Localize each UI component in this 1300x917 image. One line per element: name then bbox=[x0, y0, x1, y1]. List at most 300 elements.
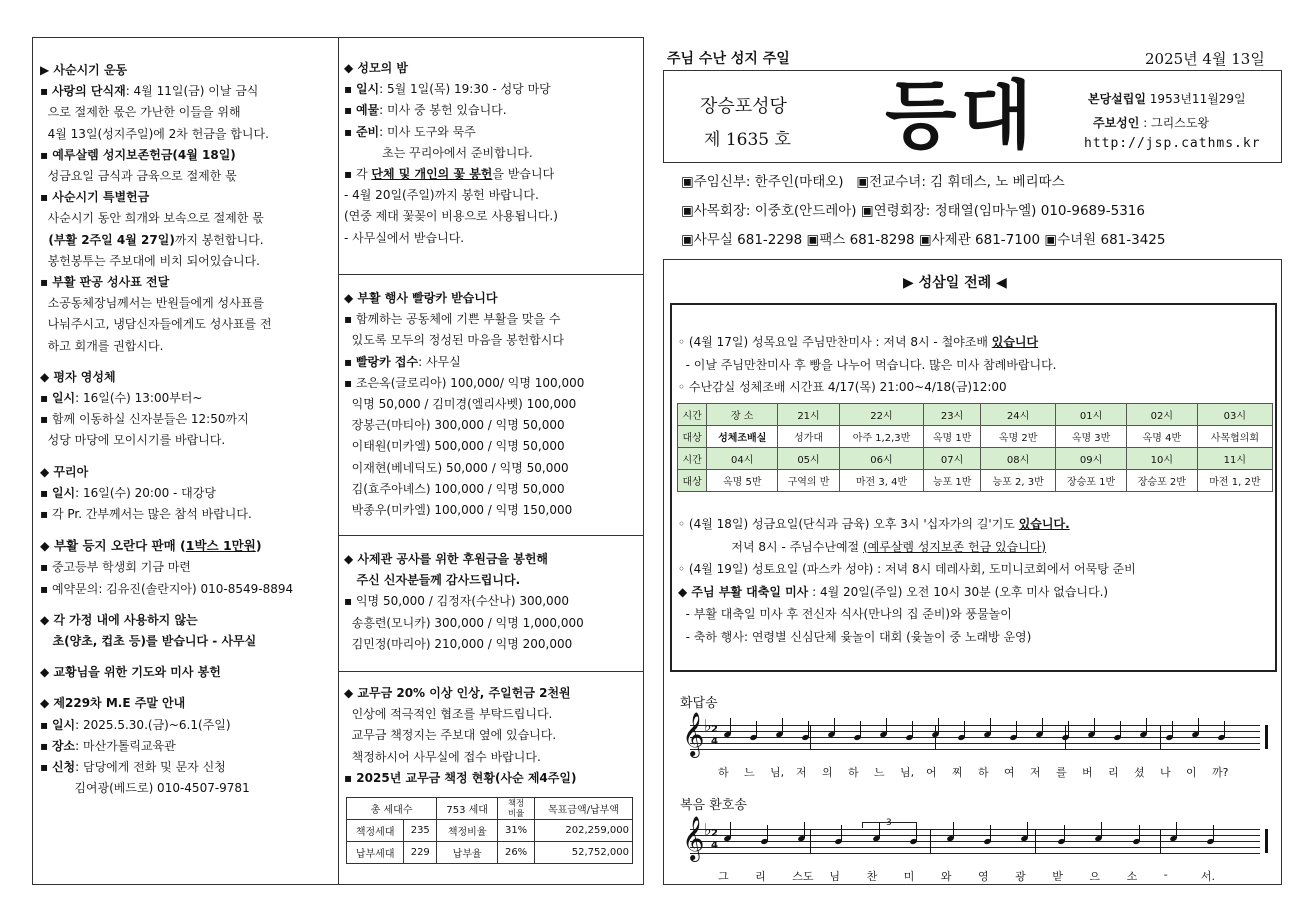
text-line bbox=[40, 388, 334, 409]
lyric-syllable: 그 bbox=[718, 870, 729, 883]
newsletter-title: 등대 bbox=[885, 73, 1036, 159]
text-run: ▪ bbox=[344, 354, 356, 369]
schedule-cell: 02시 bbox=[1126, 404, 1197, 426]
note-stem bbox=[1198, 718, 1199, 734]
text-line: 초(양초, 컵초 등)를 받습니다 - 사무실 bbox=[40, 634, 257, 649]
text-line: 봉헌봉투는 주보대에 비치 되어있습니다. bbox=[40, 253, 260, 268]
divider bbox=[338, 671, 644, 672]
pledge-cell: 총 세대수 bbox=[347, 798, 437, 820]
schedule-cell: 장승포 2반 bbox=[1126, 470, 1197, 492]
lyric-syllable: 어 bbox=[926, 766, 937, 779]
text-run: : 2025.5.30.(금)~6.1(주일) bbox=[75, 717, 231, 732]
text-line: ▪ 각 Pr. 간부께서는 많은 참석 바랍니다. bbox=[40, 507, 252, 522]
note-stem bbox=[1146, 718, 1147, 734]
note-stem bbox=[1172, 721, 1173, 737]
text-run: ▪ 사순시기 특별헌금 bbox=[40, 190, 150, 205]
text-run: 을 받습니다 bbox=[492, 167, 555, 182]
pledge-cell: 납부율 bbox=[437, 842, 498, 864]
schedule-cell: 06시 bbox=[839, 448, 923, 470]
text-line: 초는 꾸리아에서 준비합니다. bbox=[344, 145, 533, 160]
text-run: 장소 bbox=[51, 738, 76, 753]
note-stem bbox=[1064, 825, 1065, 841]
parish-name: 장승포성당 bbox=[700, 96, 787, 117]
left-column-text bbox=[40, 60, 334, 800]
schedule-cell: 21시 bbox=[778, 404, 840, 426]
text-line bbox=[40, 600, 334, 610]
text-run: 1박스 1만원 bbox=[185, 538, 256, 554]
text-line bbox=[40, 757, 334, 778]
issue-date: 2025년 4월 13일 bbox=[1145, 50, 1265, 68]
time-sig-top: 2 bbox=[711, 828, 718, 839]
schedule-cell: 옥명 5반 bbox=[707, 470, 778, 492]
note-stem bbox=[990, 718, 991, 734]
text-line: - 축하 행사: 연령별 신심단체 윷놀이 대회 (윷놀이 중 노래방 운영) bbox=[678, 629, 1032, 644]
note-stem bbox=[804, 822, 805, 838]
bar-line bbox=[810, 829, 811, 853]
text-run: ◆ 주님 부활 대축일 미사 bbox=[678, 584, 809, 599]
pledge-cell: 235 bbox=[404, 820, 437, 842]
text-line: ▶ 사순시기 운동 bbox=[40, 63, 128, 77]
text-line: ▪ 함께하는 공동체에 기쁜 부활을 맞을 수 bbox=[344, 312, 561, 327]
staff-lines bbox=[680, 722, 1270, 752]
text-line: ◦ (4월 19일) 성토요일 (파스카 성야) : 저녁 8시 데레사회, 도미니코회에서 어묵탕 준비 bbox=[678, 562, 1136, 576]
note-stem bbox=[782, 718, 783, 734]
lyric-syllable: 님 bbox=[829, 870, 841, 883]
note-stem bbox=[938, 718, 939, 734]
text-line bbox=[344, 122, 640, 143]
lyric-syllable: 미 bbox=[903, 870, 915, 883]
text-line bbox=[344, 100, 640, 121]
note-stem bbox=[1224, 721, 1225, 737]
text-line: ▣사무실 681-2298 ▣팩스 681-8298 ▣사제관 681-7100 ▣수녀원 681-3425 bbox=[681, 232, 1166, 248]
text-line bbox=[344, 352, 640, 373]
schedule-cell: 08시 bbox=[981, 448, 1056, 470]
lyric-syllable: 까? bbox=[1212, 766, 1229, 779]
bar-line bbox=[1035, 829, 1036, 853]
text-run: ▪ bbox=[40, 84, 52, 99]
text-line: 성금요일 금식과 금육으로 절제한 몫 bbox=[40, 169, 237, 184]
flat-sign-icon: ♭ bbox=[704, 716, 712, 735]
note-stem bbox=[1139, 825, 1140, 841]
text-line: 박종우(미카엘) 100,000 / 익명 150,000 bbox=[344, 503, 573, 518]
lyric-syllable: 하 bbox=[718, 766, 729, 779]
text-run: ▪ bbox=[40, 738, 52, 753]
schedule-cell: 마전 3, 4반 bbox=[839, 470, 923, 492]
text-line: ◆ 교무금 20% 이상 인상, 주일헌금 2천원 bbox=[344, 686, 571, 700]
lyric-syllable: 받 bbox=[1052, 870, 1063, 883]
text-line bbox=[678, 331, 1057, 354]
text-line bbox=[40, 535, 334, 557]
text-run: ▪ bbox=[344, 82, 356, 97]
text-line: ▪ 조은옥(글로리아) 100,000/ 익명 100,000 bbox=[344, 375, 585, 390]
lyric-syllable: 소 bbox=[1126, 870, 1138, 883]
schedule-cell: 05시 bbox=[778, 448, 840, 470]
lyric-syllable: 영 bbox=[978, 870, 989, 883]
pledge-cell: 31% bbox=[498, 820, 535, 842]
text-run: ▪ 각 bbox=[344, 167, 372, 182]
text-run: ◆ 부활 등지 오란다 판매 ( bbox=[40, 538, 186, 554]
staff-contacts bbox=[681, 168, 1166, 255]
schedule-cell: 구역의 반 bbox=[778, 470, 840, 492]
text-run: (부활 2주일 4월 27일) bbox=[40, 232, 175, 247]
text-line bbox=[40, 683, 334, 693]
schedule-cell: 시간 bbox=[678, 448, 707, 470]
note-stem bbox=[886, 718, 887, 734]
text-run: : 미사 도구와 묵주 bbox=[379, 124, 476, 139]
psalm-title: 화답송 bbox=[680, 696, 718, 711]
text-line bbox=[40, 525, 334, 535]
lyric-syllable: 리 bbox=[755, 870, 766, 883]
text-line: 이태원(미카엘) 500,000 / 익명 50,000 bbox=[344, 439, 565, 454]
text-line: 으로 절제한 몫은 가난한 이들을 위해 bbox=[40, 105, 241, 120]
lyric-syllable: 광 bbox=[1015, 870, 1026, 883]
text-line: 책정하시어 사무실에 접수 바랍니다. bbox=[344, 749, 541, 764]
schedule-cell: 마전 1, 2반 bbox=[1197, 470, 1272, 492]
note-stem bbox=[756, 721, 757, 737]
text-run: : 담당에게 전화 및 문자 신청 bbox=[75, 760, 226, 775]
lyric-syllable: 하 bbox=[848, 766, 859, 779]
lyric-syllable: 를 bbox=[1056, 766, 1067, 779]
note-stem bbox=[953, 822, 954, 838]
note-stem bbox=[730, 822, 731, 838]
text-run: : 5월 1일(목) 19:30 - 성당 마당 bbox=[379, 82, 551, 97]
text-run: ▪ bbox=[40, 391, 52, 406]
bar-line bbox=[810, 725, 811, 749]
text-line: 김민정(마리아) 210,000 / 익명 200,000 bbox=[344, 636, 573, 651]
text-line: ◆ 꾸리아 bbox=[40, 464, 89, 479]
lyric-syllable: 저 bbox=[1030, 766, 1041, 779]
divider bbox=[338, 274, 644, 275]
lyric-syllable: 느 bbox=[744, 766, 755, 779]
bar-line bbox=[1160, 725, 1161, 749]
schedule-cell: 09시 bbox=[1056, 448, 1127, 470]
text-line: ◆ 부활 행사 빨랑카 받습니다 bbox=[344, 291, 498, 305]
text-run: : 16일(수) 20:00 - 대강당 bbox=[75, 485, 216, 500]
holy-thursday-text bbox=[678, 331, 1057, 399]
text-run: 있습니다. bbox=[1018, 517, 1070, 531]
text-run: ▪ bbox=[40, 485, 52, 500]
note-stem bbox=[1027, 822, 1028, 838]
text-line bbox=[40, 357, 334, 367]
schedule-cell: 23시 bbox=[924, 404, 981, 426]
note-stem bbox=[1094, 718, 1095, 734]
pledge-cell: 229 bbox=[404, 842, 437, 864]
text-run: 빨랑카 접수 bbox=[355, 354, 419, 369]
time-signature bbox=[711, 828, 718, 852]
gospel-acclamation-title: 복음 환호송 bbox=[680, 798, 747, 813]
text-line: 하고 회개를 권합시다. bbox=[40, 338, 164, 353]
text-run: ▪ bbox=[40, 760, 52, 775]
text-line: - 이날 주님만찬미사 후 빵을 나누어 먹습니다. 많은 미사 참례바랍니다. bbox=[678, 357, 1057, 372]
bar-line bbox=[1265, 725, 1268, 749]
note-stem bbox=[1042, 718, 1043, 734]
adoration-schedule-table bbox=[677, 403, 1273, 492]
text-line: 송흥련(모니카) 300,000 / 익명 1,000,000 bbox=[344, 615, 584, 630]
text-line: 성당 마당에 모이시기를 바랍니다. bbox=[40, 433, 226, 448]
text-run: ▪ bbox=[40, 717, 52, 732]
text-line bbox=[40, 736, 334, 757]
lyric-syllable: 느 bbox=[874, 766, 885, 779]
pledge-cell: 753 세대 bbox=[437, 798, 498, 820]
lyric-syllable: 하 bbox=[978, 766, 989, 779]
text-line: 소공동체장님께서는 반원들에게 성사표를 bbox=[40, 296, 264, 311]
text-run: 있습니다 bbox=[991, 335, 1039, 349]
feast-title: 주님 수난 성지 주일 bbox=[667, 51, 790, 67]
time-sig-bottom: 4 bbox=[711, 736, 718, 747]
pledge-cell: 납부세대 bbox=[347, 842, 404, 864]
text-line bbox=[344, 79, 640, 100]
text-run: ▪ 부활 판공 성사표 전달 bbox=[40, 275, 170, 290]
schedule-cell: 옥명 4반 bbox=[1126, 426, 1197, 448]
note-stem bbox=[964, 721, 965, 737]
text-line: 장봉근(마티아) 300,000 / 익명 50,000 bbox=[344, 418, 565, 433]
text-line: 있도록 모두의 정성된 마음을 봉헌합시다 bbox=[344, 333, 564, 348]
note-stem bbox=[990, 825, 991, 841]
text-run: ◦ (4월 17일) 성목요일 주님만찬미사 : 저녁 8시 - 철야조배 bbox=[678, 335, 992, 349]
column-divider bbox=[338, 37, 339, 885]
text-line: - 사무실에서 받습니다. bbox=[344, 230, 465, 245]
treble-clef-icon: 𝄞 bbox=[682, 816, 705, 860]
text-line bbox=[678, 513, 1136, 536]
flat-sign-icon: ♭ bbox=[704, 820, 712, 839]
bar-line bbox=[1065, 725, 1066, 749]
note-stem bbox=[1213, 825, 1214, 841]
text-run: ▪ bbox=[344, 124, 356, 139]
text-line: ▪ 예약문의: 김유진(솔란지아) 010-8549-8894 bbox=[40, 581, 294, 596]
text-line: ◆ 교황님을 위한 기도와 미사 봉헌 bbox=[40, 665, 221, 680]
text-run: : 16일(수) 13:00부터~ bbox=[75, 391, 203, 406]
patron-label: 주보성인 bbox=[1093, 116, 1140, 130]
pledge-cell: 52,752,000 bbox=[534, 842, 632, 864]
schedule-cell: 03시 bbox=[1197, 404, 1272, 426]
note-stem bbox=[860, 721, 861, 737]
lyric-syllable: 여 bbox=[1004, 766, 1015, 779]
note-stem bbox=[1120, 721, 1121, 737]
text-run: : 마산가톨릭교육관 bbox=[75, 738, 176, 753]
issue-number: 제 1635 호 bbox=[704, 130, 791, 150]
schedule-cell: 22시 bbox=[839, 404, 923, 426]
text-run: 일시 bbox=[51, 485, 76, 500]
text-line: ◆ 평자 영성체 bbox=[40, 369, 116, 384]
text-line bbox=[40, 187, 334, 208]
text-line: ▣주임신부: 한주인(마태오) ▣전교수녀: 김 휘데스, 노 베리따스 bbox=[681, 174, 1065, 190]
text-line: 4월 13일(성지주일)에 2차 헌금을 합니다. bbox=[40, 126, 269, 141]
text-line bbox=[40, 81, 334, 102]
text-line bbox=[40, 145, 334, 166]
pledge-cell: 책정 비율 bbox=[498, 798, 535, 820]
parish-url: http://jsp.cathms.kr bbox=[1084, 136, 1261, 151]
text-run: 까지 봉헌합니다. bbox=[174, 232, 264, 247]
pledge-cell: 202,259,000 bbox=[534, 820, 632, 842]
schedule-cell: 장 소 bbox=[707, 404, 778, 426]
text-run: 일시 bbox=[51, 391, 76, 406]
text-run: 신청 bbox=[51, 760, 76, 775]
text-run: ▪ bbox=[344, 103, 356, 118]
text-line: (연중 제대 꽃꽂이 비용으로 사용됩니다.) bbox=[344, 209, 558, 224]
lyric-syllable: 찌 bbox=[952, 766, 963, 779]
schedule-cell: 대상 bbox=[678, 426, 707, 448]
schedule-cell: 대상 bbox=[678, 470, 707, 492]
note-stem bbox=[767, 825, 768, 841]
time-signature bbox=[711, 724, 718, 748]
text-run: : 사무실 bbox=[418, 354, 461, 369]
text-line: - 부활 대축일 미사 후 전신자 식사(만나의 집 준비)와 풍물놀이 bbox=[678, 607, 1012, 621]
lyric-syllable: 버 bbox=[1082, 766, 1093, 779]
text-run: 저녁 8시 - 주님수난예절 bbox=[678, 539, 863, 554]
text-run: : 4월 11일(금) 이날 금식 bbox=[125, 84, 259, 99]
liturgy-title: ▶ 성삼일 전례 ◀ bbox=[903, 275, 1007, 291]
text-line: 사순시기 동안 희개와 보속으로 절제한 몫 bbox=[40, 211, 264, 226]
text-line: ◆ 사제관 공사를 위한 후원금을 봉헌해 bbox=[344, 552, 548, 566]
lyric-syllable: 와 bbox=[940, 870, 952, 883]
lyric-syllable: 리 bbox=[1108, 766, 1119, 779]
schedule-cell: 능포 1반 bbox=[924, 470, 981, 492]
schedule-cell: 사목협의회 bbox=[1197, 426, 1272, 448]
pledge-cell: 책정세대 bbox=[347, 820, 404, 842]
text-run: (예루살렘 성지보존 헌금 있습니다) bbox=[862, 539, 1047, 554]
text-line: 김여광(베드로) 010-4507-9781 bbox=[40, 781, 250, 796]
patron-line bbox=[1093, 114, 1209, 131]
schedule-row bbox=[678, 470, 1273, 492]
note-stem bbox=[912, 721, 913, 737]
text-line: - 4월 20일(주일)까지 봉헌 바랍니다. bbox=[344, 188, 539, 203]
schedule-cell: 능포 2, 3반 bbox=[981, 470, 1056, 492]
text-line bbox=[40, 715, 334, 736]
text-run: 단체 및 개인의 꽃 봉헌 bbox=[371, 167, 493, 182]
note-stem bbox=[730, 718, 731, 734]
text-line bbox=[344, 164, 640, 185]
tithe-section bbox=[344, 683, 640, 789]
note-stem bbox=[808, 721, 809, 737]
schedule-cell: 24시 bbox=[981, 404, 1056, 426]
schedule-cell: 성체조배실 bbox=[707, 426, 778, 448]
schedule-row bbox=[678, 426, 1273, 448]
text-line bbox=[40, 652, 334, 662]
lyric-syllable: 나 bbox=[1160, 766, 1171, 779]
schedule-cell: 옥명 1반 bbox=[924, 426, 981, 448]
pledge-cell: 책정비율 bbox=[437, 820, 498, 842]
may-night-section bbox=[344, 58, 640, 249]
founded-line bbox=[1088, 90, 1246, 107]
text-line: ▪ 중고등부 학생회 기금 마련 bbox=[40, 560, 191, 575]
text-run: 일시 bbox=[51, 717, 76, 732]
lyric-syllable: 저 bbox=[796, 766, 807, 779]
text-line: ◦ 수난감실 성체조배 시간표 4/17(목) 21:00~4/18(금)12:00 bbox=[678, 380, 1007, 394]
text-line: ▣사목회장: 이중호(안드레아) ▣연령회장: 정태열(임마누엘) 010-9689-5316 bbox=[681, 203, 1145, 219]
lyric-syllable: 스도 bbox=[792, 870, 814, 883]
lyric-syllable: 의 bbox=[822, 766, 833, 779]
lyric-syllable: 이 bbox=[1186, 766, 1197, 779]
text-line: 나눠주시고, 냉담신자들에게도 성사표를 전 bbox=[40, 317, 272, 332]
treble-clef-icon: 𝄞 bbox=[682, 712, 705, 756]
founded-date: 1953년11월29일 bbox=[1149, 92, 1246, 106]
time-sig-top: 2 bbox=[711, 724, 718, 735]
pledge-cell: 26% bbox=[498, 842, 535, 864]
text-run: 예물 bbox=[355, 103, 380, 118]
text-line bbox=[40, 230, 334, 251]
triplet-mark: 3 bbox=[886, 818, 892, 828]
lyric-syllable: 찬 bbox=[866, 870, 878, 883]
pledge-cell: 목표금액/납부액 bbox=[534, 798, 632, 820]
lyric-syllable: 님, bbox=[900, 766, 915, 779]
note-stem bbox=[1101, 822, 1102, 838]
triduum-text bbox=[678, 513, 1136, 648]
easter-offering-section bbox=[344, 288, 640, 521]
text-line bbox=[40, 452, 334, 462]
text-line: ◆ 제229차 M.E 주말 안내 bbox=[40, 696, 186, 711]
text-run: : 미사 중 봉헌 있습니다. bbox=[379, 103, 507, 118]
bar-line bbox=[930, 829, 931, 853]
schedule-cell: 01시 bbox=[1056, 404, 1127, 426]
lyric-syllable: - bbox=[1163, 868, 1168, 881]
text-line bbox=[40, 272, 334, 293]
text-line: ▪ 2025년 교무금 책정 현황(사순 제4주일) bbox=[344, 770, 577, 785]
text-line bbox=[678, 581, 1136, 604]
text-line: 주신 신자분들께 감사드립니다. bbox=[344, 573, 521, 588]
bar-line bbox=[1160, 829, 1161, 853]
lyric-syllable: 서. bbox=[1200, 870, 1215, 883]
text-line: 교무금 책정지는 주보대 옆에 있습니다. bbox=[344, 728, 557, 743]
text-line: 인상에 적극적인 협조를 부탁드립니다. bbox=[344, 707, 553, 722]
text-run: 준비 bbox=[355, 124, 380, 139]
note-stem bbox=[1016, 721, 1017, 737]
text-line: 김(효주아녜스) 100,000 / 익명 50,000 bbox=[344, 481, 565, 496]
schedule-cell: 장승포 1반 bbox=[1056, 470, 1127, 492]
founded-label: 본당설립일 bbox=[1088, 92, 1146, 106]
time-sig-bottom: 4 bbox=[711, 840, 718, 851]
schedule-cell: 04시 bbox=[707, 448, 778, 470]
text-run: ◦ (4월 18일) 성금요일(단식과 금육) 오후 3시 '십자가의 길'기도 bbox=[678, 517, 1019, 531]
schedule-cell: 11시 bbox=[1197, 448, 1272, 470]
lyric-syllable: 으 bbox=[1089, 870, 1101, 883]
text-run: : 4월 20일(주일) 오전 10시 30분 (오후 미사 없습니다.) bbox=[808, 584, 1109, 599]
note-stem bbox=[879, 822, 880, 838]
lyric-syllable: 님, bbox=[770, 766, 785, 779]
schedule-cell: 07시 bbox=[924, 448, 981, 470]
text-line bbox=[40, 483, 334, 504]
schedule-cell: 아주 1,2,3반 bbox=[839, 426, 923, 448]
bar-line bbox=[935, 725, 936, 749]
text-run: 일시 bbox=[355, 82, 380, 97]
divider bbox=[338, 535, 644, 536]
text-run: 사랑의 단식재 bbox=[51, 84, 126, 99]
text-line: ▪ 익명 50,000 / 김정자(수산나) 300,000 bbox=[344, 594, 569, 609]
schedule-cell: 옥명 3반 bbox=[1056, 426, 1127, 448]
schedule-cell: 10시 bbox=[1126, 448, 1197, 470]
schedule-header-row bbox=[678, 448, 1273, 470]
bar-line bbox=[1265, 829, 1268, 853]
pledge-table bbox=[346, 797, 633, 864]
schedule-cell: 시간 bbox=[678, 404, 707, 426]
lyric-syllable: 셨 bbox=[1134, 766, 1145, 779]
note-stem bbox=[916, 825, 917, 841]
text-line: ▪ 함께 이동하실 신자분들은 12:50까지 bbox=[40, 412, 249, 427]
text-run: ) bbox=[255, 538, 262, 554]
text-line: ◆ 성모의 밤 bbox=[344, 61, 408, 75]
schedule-cell: 옥명 2반 bbox=[981, 426, 1056, 448]
note-stem bbox=[834, 718, 835, 734]
text-run: ▪ 예루살렘 성지보존헌금(4월 18일) bbox=[40, 147, 236, 162]
schedule-header-row bbox=[678, 404, 1273, 426]
note-stem bbox=[1068, 721, 1069, 737]
note-stem bbox=[841, 825, 842, 841]
text-line: 이재현(베네딕도) 50,000 / 익명 50,000 bbox=[344, 460, 569, 475]
text-line: 익명 50,000 / 김미경(엘리사벳) 100,000 bbox=[344, 397, 577, 412]
schedule-cell: 성가대 bbox=[778, 426, 840, 448]
text-line bbox=[678, 536, 1136, 559]
rectory-donation-section bbox=[344, 549, 640, 655]
patron-name: : 그리스도왕 bbox=[1143, 116, 1210, 130]
